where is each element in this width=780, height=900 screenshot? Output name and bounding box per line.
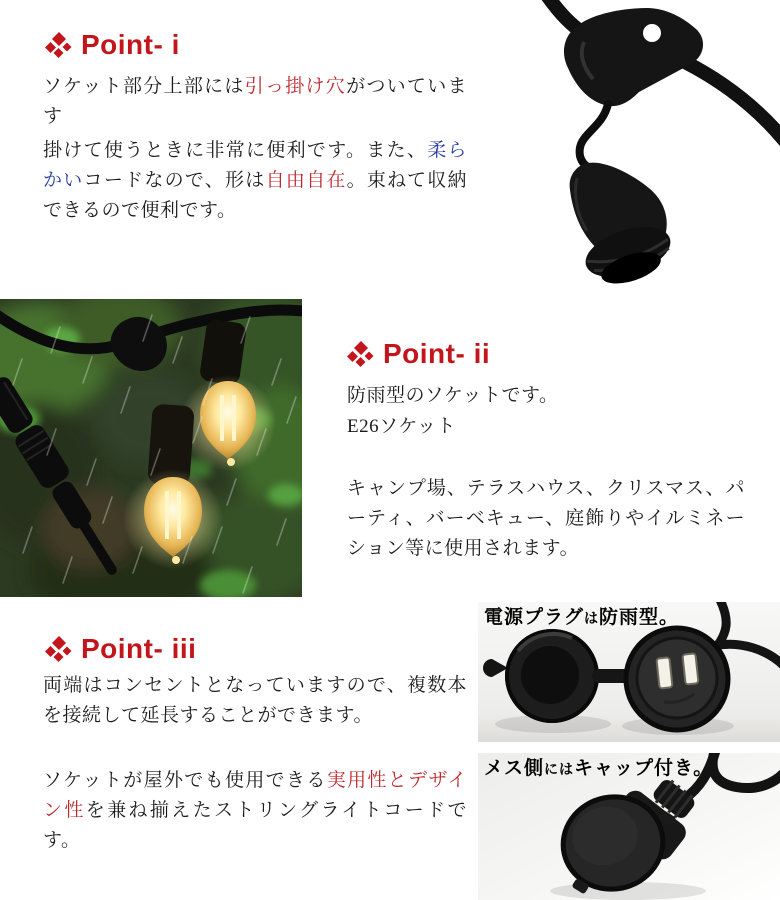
outdoor-string-lights-photo <box>0 299 302 597</box>
point-3-para-1: 両端はコンセントとなっていますので、複数本を接続して延長することができます。 <box>43 675 467 726</box>
point-1-heading <box>45 31 180 59</box>
point-2-line-1: 防雨型のソケットです。 <box>347 385 559 406</box>
point-3-heading <box>45 635 196 663</box>
caption-particle: は <box>584 610 600 626</box>
point-1-para-1-text-end: がついています <box>43 76 467 127</box>
point-1-para-2-text-end: 。束ねて収納できるので便利です。 <box>43 170 467 221</box>
diamond-cluster-icon <box>45 636 72 663</box>
caption-text: メス側 <box>484 758 545 779</box>
point-3-para-2-text-end: を兼ね揃えたストリングライトコードです。 <box>43 800 467 851</box>
point-1-para-2 <box>43 136 467 226</box>
point-2-heading-label: Point- ii <box>383 338 491 369</box>
point-1-para-2-red-highlight: 自由自在 <box>265 170 347 191</box>
point-1-para-2-text: 掛けて使うときに非常に便利です。また、 <box>43 140 428 161</box>
rainproof-plug-caption <box>484 608 679 629</box>
point-1-heading-label: Point- i <box>81 29 180 60</box>
point-1-para-2-text-mid: コードなので、形は <box>83 170 266 191</box>
rainproof-plug-photo <box>478 602 780 742</box>
caption-particle: には <box>544 761 575 777</box>
point-3-para-2 <box>43 766 467 856</box>
capped-female-end-caption <box>484 759 713 780</box>
hanging-socket-photo <box>480 0 780 300</box>
point-2-para: キャンプ場、テラスハウス、クリスマス、パーティ、バーベキュー、庭飾りやイルミネーション等に使用されます。 <box>347 478 745 559</box>
point-3-para-2-text: ソケットが屋外でも使用できる <box>43 770 327 791</box>
diamond-cluster-icon <box>45 32 72 59</box>
point-3-para-2-highlight: 実用性とデザイン性 <box>43 770 467 821</box>
point-1-para-1-highlight: 引っ掛け穴 <box>244 76 347 97</box>
point-3-heading-label: Point- iii <box>81 633 197 664</box>
point-1-para-1-text: ソケット部分上部には <box>43 76 245 97</box>
diamond-cluster-icon <box>347 341 374 368</box>
capped-female-end-photo <box>478 753 780 900</box>
point-1-para-1 <box>43 72 467 132</box>
point-2-heading <box>347 340 490 368</box>
caption-text-end: キャップ付き。 <box>574 758 714 779</box>
caption-text-end: 防雨型。 <box>599 607 680 628</box>
point-2-line-2: E26ソケット <box>347 416 456 437</box>
caption-text: 電源プラグ <box>484 607 585 628</box>
point-1-para-2-blue-highlight: 柔らかい <box>43 140 467 191</box>
